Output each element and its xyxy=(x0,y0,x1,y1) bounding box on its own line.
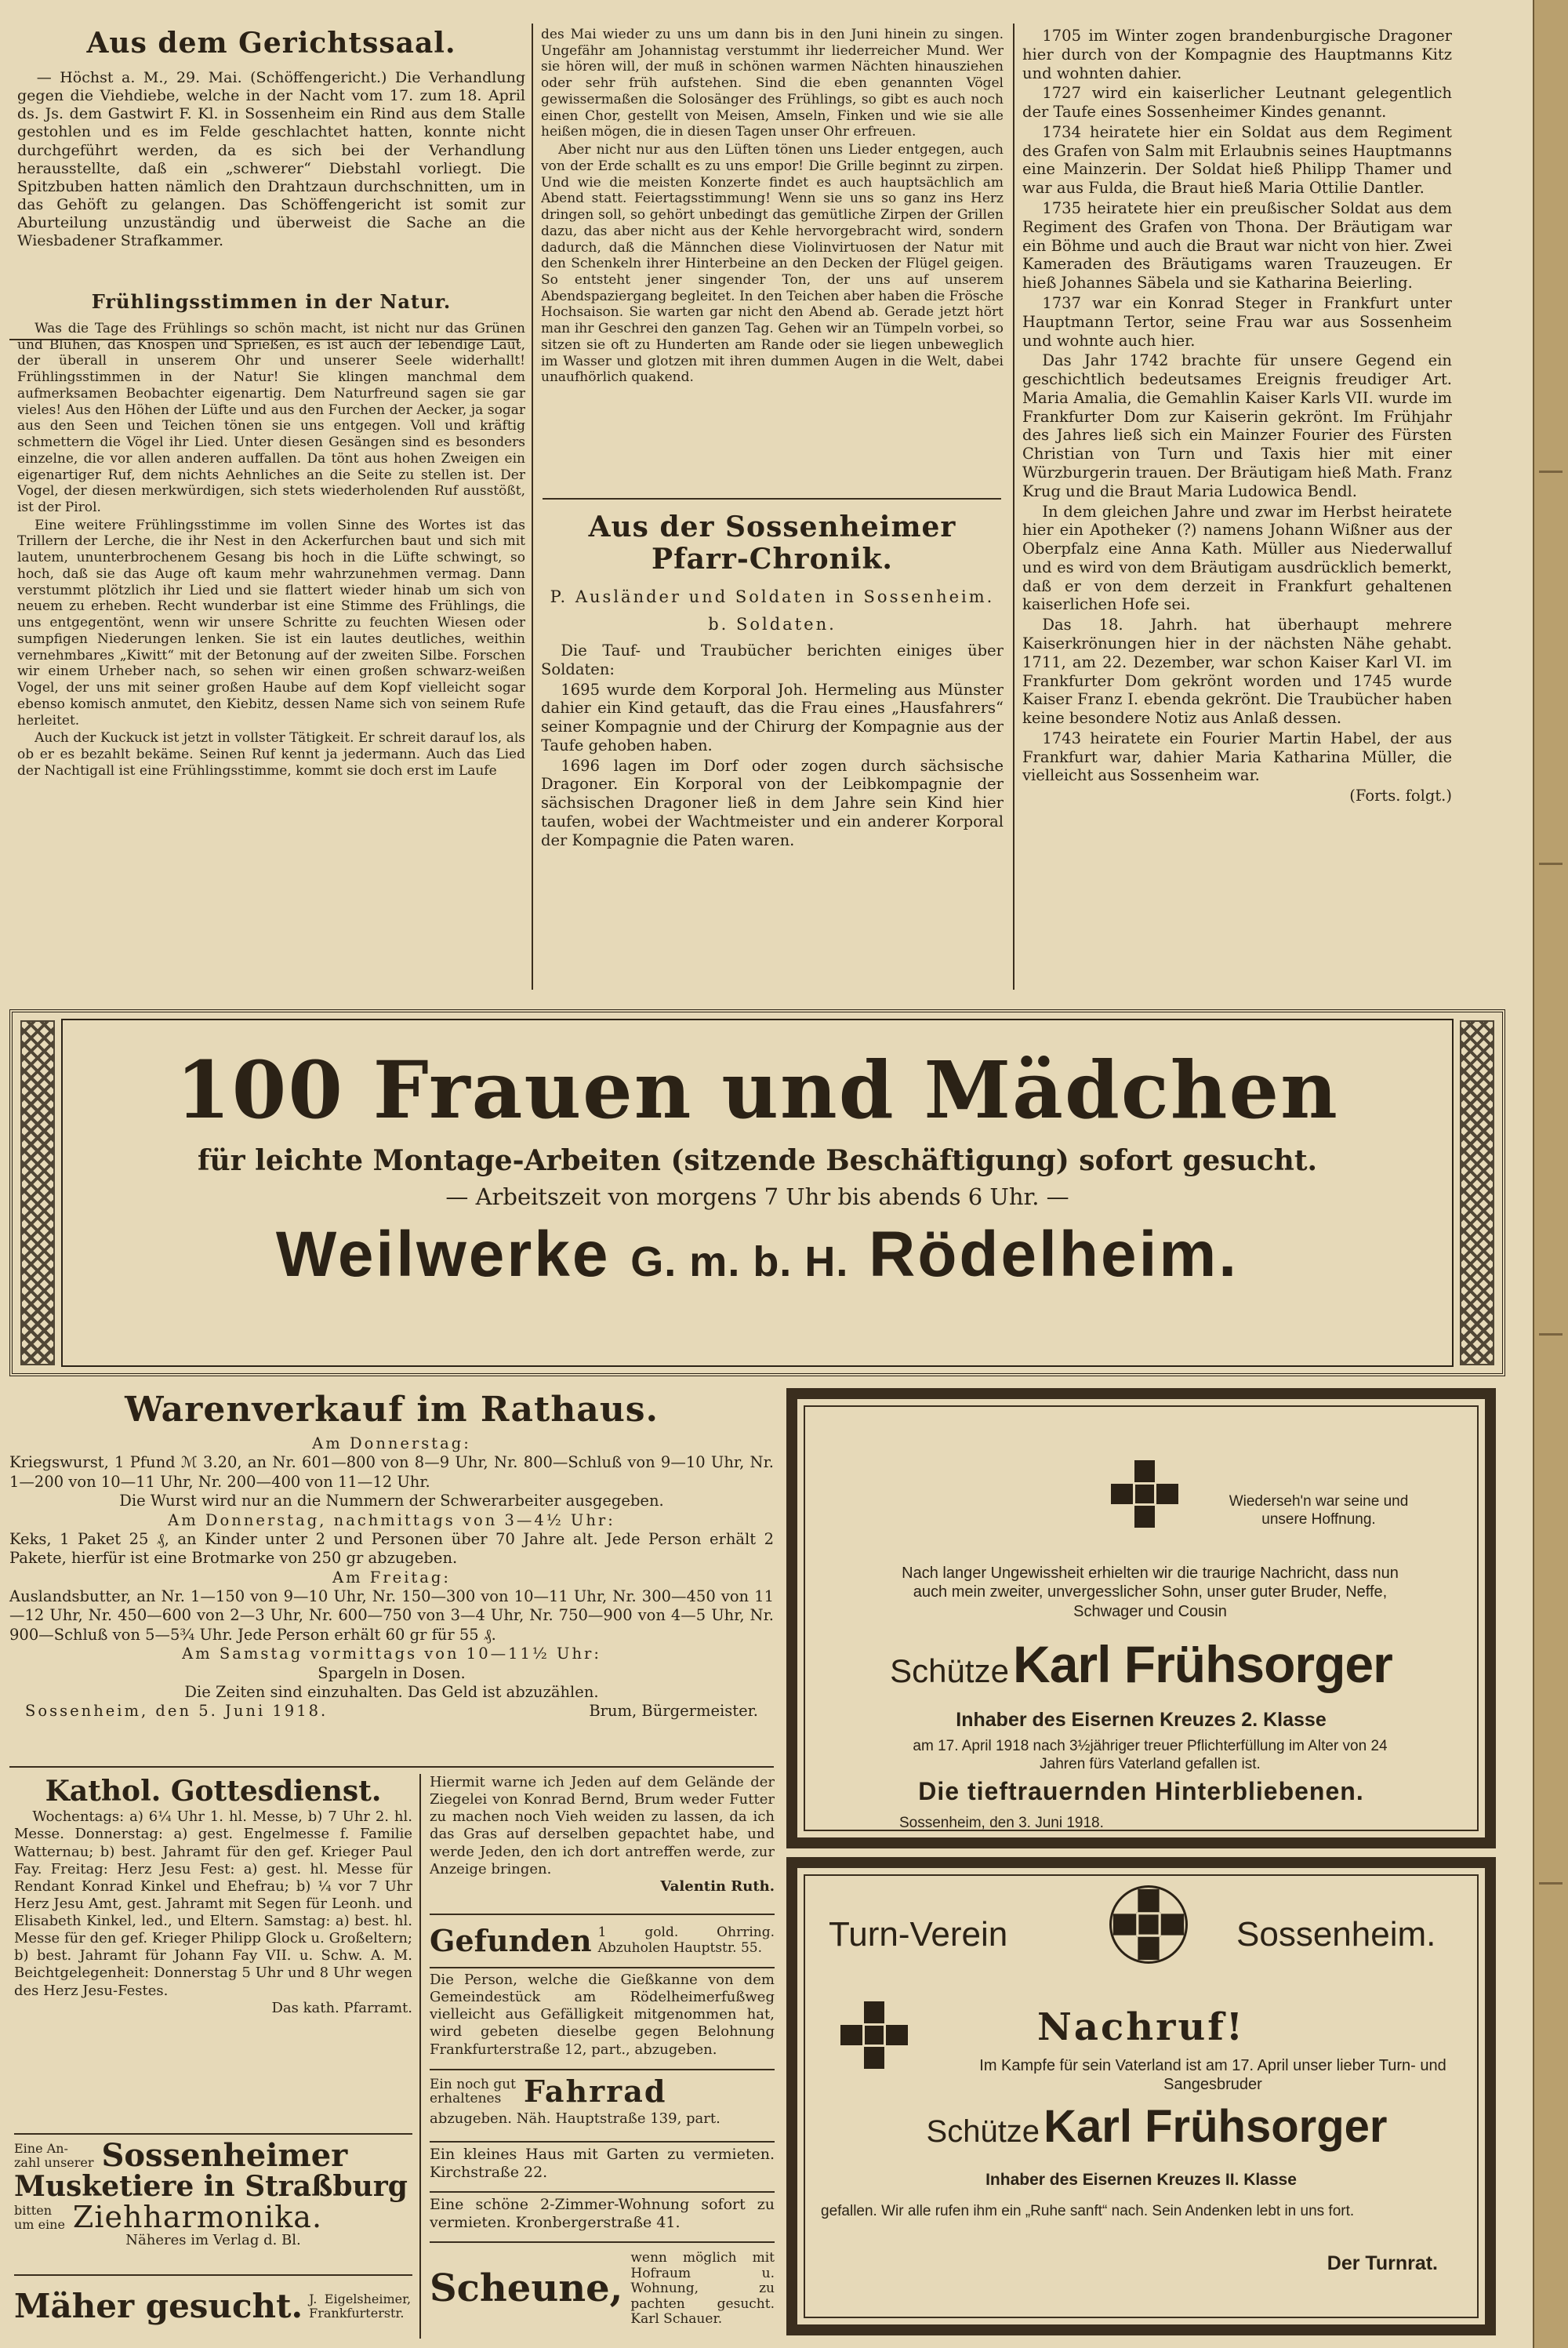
turn-club-left: Turn-Verein xyxy=(829,1915,1008,1954)
section-rule xyxy=(14,2274,412,2276)
ware-line: Kriegswurst, 1 Pfund ℳ 3.20, an Nr. 601—800 von 8—9 Uhr, Nr. 800—Schluß von 9—10 Uhr, Nr. 1—200 von 10—11 Uhr, Nr. 200—400 von 11—12 Uhr. xyxy=(9,1453,774,1491)
section-rule xyxy=(430,1914,775,1915)
musk-title3: Ziehharmonika. xyxy=(72,2199,323,2234)
ware-line: Auslandsbutter, an Nr. 1—150 von 9—10 Uhr, Nr. 150—300 von 10—11 Uhr, Nr. 300—450 von 11—12 Uhr, Nr. 450—600 von 2—3 Uhr, Nr. 600—750 von 3—4 Uhr, Nr. 750—900 von 4—5 Uhr, Nr. 900—Schluß von 5—5¾ Uhr. Jede Person erhält 60 gr für 55 ₰. xyxy=(9,1587,774,1644)
church-notice xyxy=(14,1774,412,2135)
turn-title: Nachruf! xyxy=(1036,2005,1245,2049)
ad-subheadline: für leichte Montage-Arbeiten (sitzende Beschäftigung) sofort gesucht. xyxy=(198,1144,1317,1177)
gefunden-title: Gefunden xyxy=(430,1922,592,1958)
fahrrad-title: Fahrrad xyxy=(524,2074,667,2109)
wohnung-notice xyxy=(430,2196,775,2238)
chronik-p1: Die Tauf- und Traubücher berichten einiges über Soldaten: xyxy=(541,642,1004,678)
giesskanne-text: Die Person, welche die Gießkanne von dem Gemeindestück am Rödelheimerfußweg vielleicht aus Gefälligkeit mitgenommen hat, wird gebeten dieselbe gegen Belohnung Frankfurterstraße 12, part., abzugeben. xyxy=(430,1972,775,2058)
musketiere-notice xyxy=(14,2139,412,2271)
weilwerke-ad xyxy=(9,1009,1505,1376)
death-rank: Schütze xyxy=(890,1652,1009,1689)
turn-sign: Der Turnrat. xyxy=(1327,2252,1438,2274)
chronik-sub1: P. Ausländer und Soldaten in Sossenheim. xyxy=(550,587,995,606)
musk-prefix xyxy=(14,2204,65,2231)
maeher-title: Mäher gesucht. xyxy=(14,2287,303,2326)
wohnung-text: Eine schöne 2-Zimmer-Wohnung sofort zu vermieten. Kronbergerstraße 41. xyxy=(430,2196,775,2232)
chronik-p9: Das Jahr 1742 brachte für unsere Gegend ein geschichtlich bedeutsames Ereignis freudiger Art. Maria Amalia, die Gemahlin Kaiser Karls VII. wurde im Frankfurter Dom zur Kaiserin gekrönt. Im Frühjahr des Jahres ließ sich ein Mainzer Fourier des Fürsten Christian von Turn und Taxis hier mit einer Würzburgerin trauen. Der Bräutigam hieß Math. Franz Krug und die Braut Maria Ludowica Bendl. xyxy=(1022,351,1452,500)
turn-name-line xyxy=(844,2100,1469,2153)
death-name-line xyxy=(797,1634,1485,1694)
ad-company-name: Weilwerke xyxy=(275,1219,611,1290)
ware-line: Am Donnerstag: xyxy=(312,1434,471,1452)
ware-sig-name: Brum, Bürgermeister. xyxy=(589,1702,758,1721)
spring-p2: Eine weitere Frühlingsstimme im vollen Sinne des Wortes ist das Trillern der Lerche, die ihr Nest in den Ackerfurchen baut und sich mit lautem, ununterbrochenem Gesang bis hoch in die Lüfte schwingt, so hoch, daß sie das Auge oft kaum mehr wahrzunehmen vermag. Dann verstummt plötzlich ihr Lied und sie flattert wieder hinab um sich von neuem zu erheben. Recht wunderbar ist eine Stimme des Frühlings, die uns entgegentönt, wenn wir unsere Schritte zu feuchten Wiesen oder sumpfigen Niederungen lenken. Sie ist ein lautes deutliches, weithin vernehmbares „Kiwitt“ mit der Betonung auf der zweiten Silbe. Forschen wir einem Urheber nach, so sehen wir einen großen schwarz-weißen Vogel, der uns mit seiner großen Haube auf dem Kopf vielleicht sogar ebenso komisch anmutet, den Kiebitz, dessen Name sich von seinem Rufe herleitet. xyxy=(17,517,525,729)
gefunden-text: 1 gold. Ohrring. Abzuholen Hauptstr. 55. xyxy=(597,1925,775,1956)
section-rule xyxy=(430,2069,775,2070)
column-2-top xyxy=(541,27,1004,497)
death-name: Karl Frühsorger xyxy=(1013,1635,1392,1693)
musk-title2: Musketiere in Straßburg xyxy=(14,2170,408,2203)
musk-prefix-line: Eine An- xyxy=(14,2141,68,2157)
section-rule xyxy=(430,2191,775,2193)
column-3 xyxy=(1022,27,1452,991)
spring-p5: Aber nicht nur aus den Lüften tönen uns Lieder entgegen, auch von der Erde schallt es zu uns empor! Die Grille beginnt zu zirpen. Und wie die meisten Konzerte findet es auch hauptsächlich am Abend statt. Feiertagsstimmung! Wenn sie uns so ganz ins Herz dringen soll, so gehört unbedingt das gemütliche Zirpen der Grillen dazu, das aber nicht aus der Kehle hervorgebracht wird, sondern dadurch, daß die Männchen diese Violinvirtuosen der Natur mit den Schenkeln ihrer Hinterbeine an den Decken der Flügel geigen. So entsteht jener singender Ton, der uns auf unserem Abendspaziergang begleitet. In den Teichen aber haben die Frösche Hochsaison. Sie warten gar nicht den Abend ab. Gerade jetzt hört man ihr Geschrei den ganzen Tag. Gehen wir an Tümpeln vorbei, so sitzen sie oft zu Hunderten am Rande oder sie liegen unbeweglich im Wasser und glotzen mit ihren dummen Augen in die Welt, dabei unaufhörlich quakend. xyxy=(541,142,1004,386)
death-family: Die tieftrauernden Hinterbliebenen. xyxy=(918,1777,1364,1805)
ware-signature xyxy=(9,1702,774,1721)
fahrrad-notice xyxy=(430,2074,775,2138)
turn-club-right: Sossenheim. xyxy=(1236,1915,1436,1954)
chronik-p4: 1705 im Winter zogen brandenburgische Dragoner hier durch von der Kompagnie des Hauptmanns Kitz und wohnten dahier. xyxy=(1022,27,1452,82)
turn-rank: Schütze xyxy=(926,2114,1040,2149)
musk-prefix-line: um eine xyxy=(14,2216,65,2232)
page-edge xyxy=(1533,0,1568,2348)
turn-text: gefallen. Wir alle rufen ihm ein „Ruhe sanft“ nach. Sein Andenken lebt in uns fort. xyxy=(821,2203,1355,2219)
spring-p1: Was die Tage des Frühlings so schön macht, ist nicht nur das Grünen und Blühen, das Knospen und Sprießen, es ist auch der lebendige Laut, der überall in unserem Ohr und unserer Seele widerhallt! Frühlingsstimmen in der Natur! Sie klingen manchmal dem aufmerksamen Beobachter eigenartig. Dem Naturfreund sagen sie gar vieles! Aus den Höhen der Lüfte und aus den Furchen der Aecker, ja sogar aus den Seen und Teichen tönen sie uns entgegen. Voll und kräftig schmettern die Vögel ihr Lied. Unter diesen Gesängen sind es besonders einzelne, die vor allen anderen auffallen. Da tönt aus hohen Zweigen ein eigenartiger Ruf, dem nichts Aehnliches an die Seite zu stellen ist. Der Vogel, der diesen merkwürdigen, sich stets wiederholenden Ruf ausstößt, ist der Pirol. xyxy=(17,320,525,515)
section-rule xyxy=(430,1967,775,1968)
ware-line: Am Freitag: xyxy=(332,1568,451,1587)
musk-prefix-line: bitten xyxy=(14,2203,52,2219)
chronik-p7: 1735 heiratete hier ein preußischer Soldat aus dem Regiment des Grafen von Thona. Der Bräutigam war ein Böhme und auch die Braut war nicht von hier. Zwei Kameraden des Bräutigams waren Trauzeugen. Er hieß Johannes Säbela und sie Katharina Beierling. xyxy=(1022,199,1452,293)
warning-text: Hiermit warne ich Jeden auf dem Gelände der Ziegelei von Konrad Bernd, Brum weder Futter zu machen noch Vieh weiden zu lassen, da ich das Gras auf derselben gepachtet habe, und werde Jeden, den ich dort antreffen werde, zur Anzeige bringen. xyxy=(430,1774,775,1877)
chronik-p8: 1737 war ein Konrad Steger in Frankfurt unter Hauptmann Tertor, seine Frau war aus Sossenheim und wohnte auch hier. xyxy=(1022,293,1452,350)
fahrrad-pre: Ein noch gut erhaltenes xyxy=(430,2076,516,2107)
ware-line: Am Donnerstag, nachmittags von 3—4½ Uhr: xyxy=(168,1510,615,1529)
turnverein-notice xyxy=(786,1857,1496,2335)
ornament-border-left xyxy=(20,1020,55,1365)
section-rule xyxy=(9,1766,774,1768)
haus-notice xyxy=(430,2146,775,2188)
ad-company xyxy=(63,1218,1452,1292)
chronik-sub2: b. Soldaten. xyxy=(708,615,837,634)
death-motto: Wiederseh'n war seine und unsere Hoffnung. xyxy=(1229,1493,1409,1528)
ad-working-hours: — Arbeitszeit von morgens 7 Uhr bis abends 6 Uhr. — xyxy=(445,1183,1069,1210)
death-text: am 17. April 1918 nach 3½jähriger treuer Pflichterfüllung im Alter von 24 Jahren fürs Vaterland gefallen ist. xyxy=(913,1738,1388,1772)
court-title: Aus dem Gerichtssaal. xyxy=(86,27,456,60)
chronik-p5: 1727 wird ein kaiserlicher Leutnant gelegentlich der Taufe eines Sossenheimer Kindes genannt. xyxy=(1022,84,1452,122)
chronik-continued: (Forts. folgt.) xyxy=(1349,787,1452,805)
scheune-title: Scheune, xyxy=(430,2266,623,2311)
section-rule xyxy=(543,498,1001,500)
ware-line: Spargeln in Dosen. xyxy=(318,1663,466,1682)
chronik-p12: 1743 heiratete ein Fourier Martin Habel, der aus Frankfurt war, dahier Maria Katharina Müller, die vielleicht aus Sossenheim war. xyxy=(1022,729,1452,785)
church-text: Wochentags: a) 6¼ Uhr 1. hl. Messe, b) 7 Uhr 2. hl. Messe. Donnerstag: a) gest. Engelmesse f. Familie Watternau; b) best. Jahramt für den gef. Krieger Paul Fay. Freitag: Herz Jesu Fest: a) gest. hl. Messe für Rendant Konrad Kinkel und Ehefrau; b) ¼ vor 7 Uhr Herz Jesu Amt, gest. Jahramt mit Segen für Leonh. und Elisabeth Kinkel, led., und Eltern. Samstag: a) best. hl. Messe für den gef. Krieger Philipp Glock u. Großeltern; b) best. Jahramt für Johann Fay VII. u. Schw. A. M. Beichtgelegenheit: Donnerstag 5 Uhr und 8 Uhr wegen des Herz Jesu-Festes. xyxy=(14,1808,412,1999)
column-2-bottom xyxy=(541,511,1004,991)
gefunden-notice xyxy=(430,1918,775,1964)
maeher-text: J. Eigelsheimer, Frankfurterstr. xyxy=(309,2292,412,2321)
ornament-border-right xyxy=(1460,1020,1494,1365)
death-cross-holder: Inhaber des Eisernen Kreuzes 2. Klasse xyxy=(956,1709,1327,1731)
warenverkauf-notice xyxy=(9,1387,774,1761)
death-place: Sossenheim, den 3. Juni 1918. xyxy=(899,1815,1104,1831)
death-notice xyxy=(786,1388,1496,1848)
chronik-title: Aus der Sossenheimer Pfarr-Chronik. xyxy=(588,511,956,576)
chronik-p3: 1696 lagen im Dorf oder zogen durch sächsische Dragoner. Ein Korporal von der Leibkompagnie der sächsischen Dragoner ließ in dem Jahre sein Kind hier taufen, wobei der Wachtmeister und ein anderer Korporal der Kompagnie die Paten waren. xyxy=(541,756,1004,849)
musk-prefix-line: zahl unserer xyxy=(14,2155,94,2170)
section-rule xyxy=(430,2241,775,2243)
court-text: — Höchst a. M., 29. Mai. (Schöffengericht.) Die Verhandlung gegen die Viehdiebe, welche in der Nacht vom 17. zum 18. April ds. Js. dem Gastwirt F. Kl. in Sossenheim ein Rind aus dem Stalle gestohlen und es im Felde geschlachtet hatten, konnte nicht durchgeführt werden, da es sich bei der Verhandlung herausstellte, daß ein „schwerer“ Diebstahl vorliegt. Die Spitzbuben hatten nämlich den Drahtzaun durchschnitten, um in das Gehöft zu gelangen. Das Schöffengericht ist somit zur Aburteilung unzuständig und überweist die Sache an die Wiesbadener Strafkammer. xyxy=(17,68,525,250)
turn-intro: Im Kampfe für sein Vaterland ist am 17. April unser lieber Turn- und Sangesbruder xyxy=(979,2057,1446,2094)
column-rule xyxy=(419,1774,421,2339)
scheune-notice xyxy=(430,2246,775,2332)
iron-cross-icon xyxy=(1111,1460,1178,1528)
ware-sig-place: Sossenheim, den 5. Juni 1918. xyxy=(25,1702,328,1721)
maeher-notice xyxy=(14,2279,412,2334)
musk-title1: Sossenheimer xyxy=(101,2139,348,2174)
chronik-p11: Das 18. Jahrh. hat überhaupt mehrere Kaiserkrönungen hier in der nächsten Nähe gehabt. 1711, am 22. Dezember, war schon Kaiser Karl VI. im Frankfurter Dom gekrönt worden und 1745 wurde Kaiser Franz I. ebenda gekrönt. Die Traubücher haben keine besondere Notiz aus Anlaß dessen. xyxy=(1022,616,1452,728)
column-1 xyxy=(17,27,525,991)
church-sign: Das kath. Pfarramt. xyxy=(271,1999,412,2016)
musk-prefix xyxy=(14,2142,94,2169)
chronik-p2: 1695 wurde dem Korporal Joh. Hermeling aus Münster dahier ein Kind getauft, das die Frau eines „Hausfahrers“ seiner Kompagnie und der Chirurg der Kompagnie aus der Taufe gehoben haben. xyxy=(541,680,1004,754)
column-rule xyxy=(532,24,533,990)
haus-text: Ein kleines Haus mit Garten zu vermieten. Kirchstraße 22. xyxy=(430,2146,775,2182)
ware-line: Am Samstag vormittags von 10—11½ Uhr: xyxy=(182,1645,601,1663)
chronik-p10: In dem gleichen Jahre und zwar im Herbst heiratete hier ein Apotheker (?) namens Johann Wißner aus der Oberpfalz eine Anna Kath. Müller aus Niederwalluf und es wird von dem Bräutigam ausdrücklich bemerkt, daß er von dem derzeit in Frankfurt gehaltenen kaiserlichen Hofe sei. xyxy=(1022,502,1452,614)
scheune-text: wenn möglich mit Hofraum u. Wohnung, zu pachten gesucht. Karl Schauer. xyxy=(630,2250,775,2328)
warning-sign: Valentin Ruth. xyxy=(660,1877,775,1895)
ware-title: Warenverkauf im Rathaus. xyxy=(125,1390,659,1430)
turn-cross-holder: Inhaber des Eisernen Kreuzes II. Klasse xyxy=(985,2171,1297,2189)
giesskanne-notice xyxy=(430,1972,775,2066)
warning-notice xyxy=(430,1774,775,1914)
ware-line: Keks, 1 Paket 25 ₰, an Kinder unter 2 und Personen über 70 Jahre alt. Jede Person erhält 2 Pakete, hierfür ist eine Brotmarke von 250 gr abzugeben. xyxy=(9,1529,774,1568)
turn-name: Karl Frühsorger xyxy=(1044,2101,1388,2152)
club-emblem-icon xyxy=(1109,1885,1188,1964)
ad-company-form: G. m. b. H. xyxy=(630,1238,849,1285)
church-title: Kathol. Gottesdienst. xyxy=(45,1775,382,1808)
ad-headline: 100 Frauen und Mädchen xyxy=(176,1044,1339,1136)
musk-sub: Näheres im Verlag d. Bl. xyxy=(125,2231,301,2248)
death-intro: Nach langer Ungewissheit erhielten wir die traurige Nachricht, dass nun auch mein zweiter, unvergesslicher Sohn, unser guter Bruder, Neffe, Schwager und Cousin xyxy=(902,1565,1399,1620)
spring-p3: Auch der Kuckuck ist jetzt in vollster Tätigkeit. Er schreit darauf los, als ob er es bezahlt bekäme. Seinen Ruf kennt ja jedermann. Auch das Lied der Nachtigall ist eine Frühlingsstimme, kommt sie doch erst im Laufe xyxy=(17,730,525,779)
fahrrad-text: abzugeben. Näh. Hauptstraße 139, part. xyxy=(430,2110,720,2127)
column-rule xyxy=(1013,24,1014,990)
spring-title: Frühlingsstimmen in der Natur. xyxy=(91,289,452,313)
spring-p4: des Mai wieder zu uns um dann bis in den Juni hinein zu singen. Ungefähr am Johannistag verstummt ihr liederreicher Mund. Wer sie hören will, der muß in schönen warmen Nächten hinausziehen oder sehr früh aufstehen. Sind die eben genannten Vögel gewissermaßen die Solosänger des Frühlings, so gibt es auch noch einen Chor, gestellt von Meisen, Amseln, Finken und wie sie alle heißen mögen, die in diesen Tagen unser Ohr erfreuen. xyxy=(541,27,1004,140)
ad-company-place: Rödelheim. xyxy=(869,1219,1240,1290)
section-rule xyxy=(430,2141,775,2143)
section-rule xyxy=(14,2133,412,2135)
ware-line: Die Wurst wird nur an die Nummern der Schwerarbeiter ausgegeben. xyxy=(119,1492,664,1510)
chronik-p6: 1734 heiratete hier ein Soldat aus dem Regiment des Grafen von Salm mit Erlaubnis seines Hauptmanns eine Mainzerin. Der Soldat hieß Philipp Thamer und war aus Fulda, die Braut hieß Maria Ottilie Dantler. xyxy=(1022,122,1452,198)
ware-line: Die Zeiten sind einzuhalten. Das Geld ist abzuzählen. xyxy=(184,1682,599,1701)
